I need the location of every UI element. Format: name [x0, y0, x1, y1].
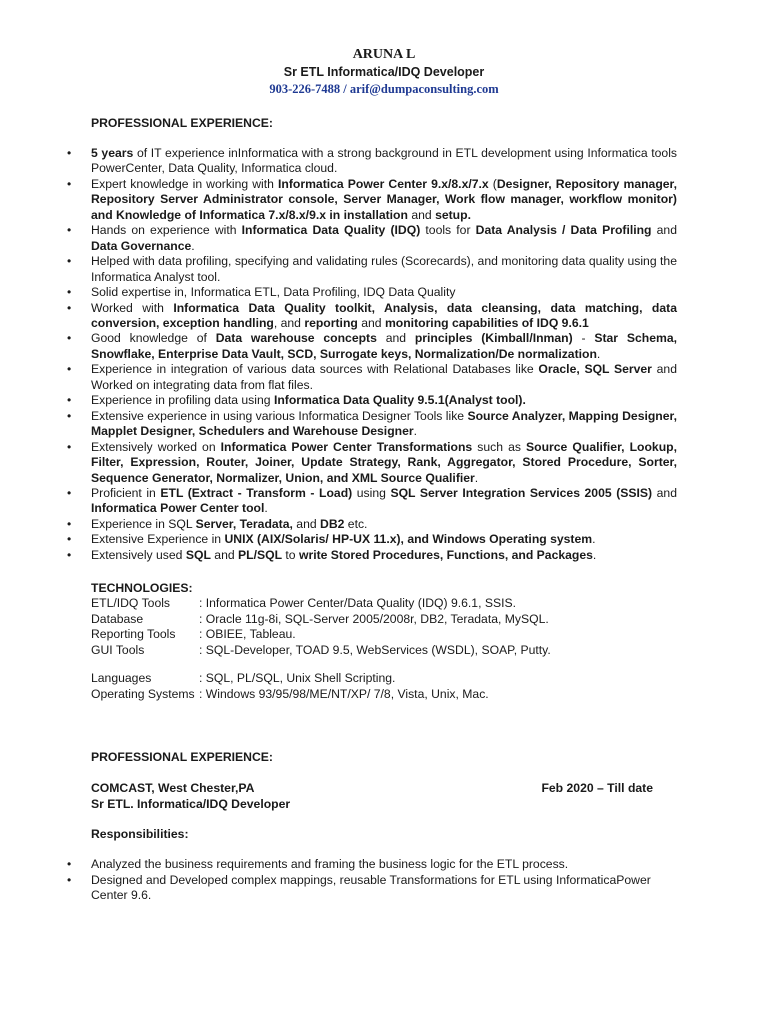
technology-label: ETL/IDQ Tools — [91, 596, 171, 610]
bullet-text: . — [191, 238, 195, 253]
bullet-bold-text: ETL (Extract - Transform - Load) — [160, 485, 353, 500]
bullet-bold-text: Data warehouse concepts — [215, 331, 377, 346]
bullet-text: and — [651, 223, 677, 238]
bullet-bold-text: Informatica Power Center tool — [91, 501, 265, 516]
bullet-text: to — [282, 547, 299, 562]
candidate-contact: 903-226-7488 / arif@dumpaconsulting.com — [269, 82, 499, 96]
bullet-text: and Worked on integrating data from flat files. — [91, 362, 677, 392]
bullet-bold-text: Star Schema, Snowflake, Enterprise Data Vault, SCD, Surrogate keys, Normalization/De normalization — [91, 331, 677, 361]
bullet-bold-text: Informatica Power Center Transformations — [220, 439, 473, 454]
responsibility-item: • Designed and Developed complex mappings, reusable Transformations for ETL using InformaticaPower Center 9.6. — [91, 873, 681, 904]
summary-bullet — [91, 393, 677, 408]
technology-value: : SQL-Developer, TOAD 9.5, WebServices (WSDL), SOAP, Putty. — [199, 642, 551, 657]
summary-bullet — [91, 254, 677, 285]
bullet-bold-text: Data Analysis / Data Profiling — [475, 223, 652, 238]
technology-value: : Informatica Power Center/Data Quality (IDQ) 9.6.1, SSIS. — [199, 596, 516, 610]
bullet-text: and — [652, 485, 677, 500]
summary-bullet — [91, 532, 677, 547]
bullet-text: Good knowledge of — [91, 331, 216, 346]
bullet-text: Experience in integration of various data sources with Relational Databases like — [91, 362, 539, 377]
bullet-text: Expert knowledge in working with — [91, 176, 278, 191]
technology-row — [91, 627, 691, 643]
summary-bullet — [91, 409, 677, 440]
summary-bullet — [91, 440, 677, 486]
summary-bullet — [91, 146, 677, 177]
technology-row — [91, 671, 691, 687]
bullet-bold-text: setup. — [435, 207, 471, 222]
bullet-bold-text: Source Qualifier, Lookup, Filter, Expression, Router, Joiner, Update Strategy, Rank, Aggregator, Stored Procedure, Sorter, Sequence Generator, Normalizer, Union, and XML Source Qualifier — [91, 439, 677, 485]
bullet-text: Experience in SQL — [91, 516, 196, 531]
candidate-title: Sr ETL Informatica/IDQ Developer — [283, 65, 485, 79]
bullet-bold-text: Source Analyzer, Mapping Designer, Mapplet Designer, Schedulers and Warehouse Designer — [91, 408, 677, 439]
job-role: Sr ETL. Informatica/IDQ Developer — [91, 797, 291, 811]
technology-value: : Windows 93/95/98/ME/NT/XP/ 7/8, Vista, Unix, Mac. — [199, 686, 489, 701]
bullet-bold-text: SQL — [185, 547, 211, 562]
bullet-text: . — [264, 501, 268, 516]
bullet-text: and — [292, 516, 321, 531]
summary-bullet — [91, 285, 677, 300]
bullet-bold-text: Informatica Data Quality (IDQ) — [241, 223, 421, 238]
technologies-heading: TECHNOLOGIES: — [91, 581, 193, 595]
job-employer: COMCAST, West Chester,PA — [91, 781, 255, 795]
bullet-text: . — [474, 470, 479, 485]
bullet-bold-text: Oracle, SQL Server — [538, 362, 652, 377]
job-role-line — [91, 796, 653, 812]
technology-row — [91, 596, 691, 612]
bullet-text: . — [592, 547, 597, 562]
technology-row — [91, 643, 691, 659]
responsibility-item: • Analyzed the business requirements and framing the business logic for the ETL process. — [91, 857, 681, 873]
bullet-text: and — [210, 547, 239, 562]
technology-label: GUI Tools — [91, 642, 145, 657]
summary-bullet — [91, 517, 677, 532]
bullet-bold-text: reporting — [304, 315, 358, 330]
bullet-bold-text: DB2 — [320, 516, 345, 531]
technology-row — [91, 687, 691, 703]
summary-bullet — [91, 486, 677, 517]
bullet-bold-text: Data Governance — [91, 238, 192, 253]
summary-bullet — [91, 362, 677, 393]
bullet-text: tools for — [420, 223, 476, 238]
bullet-text: . — [413, 424, 417, 439]
technology-label: Languages — [91, 671, 152, 685]
bullet-text: , and — [273, 315, 305, 330]
bullet-text: Experience in profiling data using — [91, 393, 274, 408]
summary-bullet — [91, 177, 677, 223]
candidate-name: ARUNA L — [352, 47, 416, 62]
job-dates: Feb 2020 – Till date — [541, 781, 653, 795]
bullet-text: using — [352, 485, 391, 500]
experience-heading: PROFESSIONAL EXPERIENCE: — [91, 750, 273, 764]
summary-bullet — [91, 331, 677, 362]
bullet-text: and — [407, 207, 436, 222]
bullet-text: Extensive Experience in — [91, 532, 225, 547]
bullet-text: Solid expertise in, Informatica ETL, Data Profiling, IDQ Data Quality — [91, 285, 456, 300]
bullet-text: Extensively worked on — [91, 439, 221, 454]
bullet-text: . — [592, 532, 596, 547]
technology-label: Database — [91, 611, 144, 626]
bullet-bold-text: principles (Kimball/Inman) — [414, 331, 573, 346]
resume-header — [0, 46, 768, 97]
bullet-text: and — [357, 315, 385, 330]
bullet-text: and — [376, 331, 415, 346]
responsibilities-heading: Responsibilities: — [91, 827, 189, 841]
technology-value: : SQL, PL/SQL, Unix Shell Scripting. — [199, 671, 396, 685]
bullet-bold-text: UNIX (AIX/Solaris/ HP-UX 11.x), and Windows Operating system — [224, 532, 593, 547]
bullet-bold-text: Server, Teradata, — [195, 516, 293, 531]
technology-label: Operating Systems — [91, 686, 195, 701]
bullet-bold-text: Informatica Power Center 9.x/8.x/7.x — [278, 176, 489, 191]
bullet-text: ( — [488, 176, 497, 191]
technologies-table-extra — [91, 671, 691, 702]
job-employer-line — [91, 780, 653, 796]
summary-heading: PROFESSIONAL EXPERIENCE: — [91, 116, 273, 130]
bullet-bold-text: 5 years — [91, 146, 134, 160]
technologies-table — [91, 596, 691, 658]
bullet-text: . — [596, 346, 601, 361]
summary-bullet-list — [91, 146, 677, 563]
summary-bullet — [91, 548, 677, 563]
bullet-bold-text: PL/SQL — [238, 547, 283, 562]
bullet-text: Extensive experience in using various Informatica Designer Tools like — [91, 408, 468, 423]
bullet-text: Helped with data profiling, specifying and validating rules (Scorecards), and monitoring data quality using the Informatica Analyst tool. — [91, 254, 677, 284]
bullet-bold-text: Informatica Data Quality 9.5.1(Analyst tool). — [273, 393, 526, 408]
bullet-bold-text: write Stored Procedures, Functions, and Packages — [298, 547, 593, 562]
bullet-text: - — [572, 331, 595, 346]
bullet-text: Proficient in — [91, 485, 161, 500]
bullet-text: such as — [472, 439, 527, 454]
bullet-bold-text: Informatica Data Quality toolkit, Analysis, data cleansing, data matching, data conversion, exception handling — [91, 300, 677, 330]
summary-bullet — [91, 223, 677, 254]
technology-value: : Oracle 11g-8i, SQL-Server 2005/2008r, DB2, Teradata, MySQL. — [199, 611, 549, 626]
bullet-text: Worked with — [91, 300, 174, 315]
bullet-bold-text: monitoring capabilities of IDQ 9.6.1 — [384, 315, 589, 330]
technology-value: : OBIEE, Tableau. — [199, 627, 296, 641]
bullet-text: Hands on experience with — [91, 223, 242, 238]
technology-label: Reporting Tools — [91, 627, 176, 641]
bullet-text: etc. — [344, 516, 368, 531]
technology-row — [91, 612, 691, 628]
bullet-text: Extensively used — [91, 547, 186, 562]
bullet-bold-text: Designer, Repository manager, Repository Server Administrator console, Server Manager, Work flow manager, workflow monitor) and Knowledge of Informatica 7.x/8.x/9.x in installation — [91, 176, 678, 222]
summary-bullet — [91, 301, 677, 332]
responsibilities-list — [91, 857, 681, 904]
bullet-text: of IT experience inInformatica with a strong background in ETL development using Informatica tools PowerCenter, Data Quality, Informatica cloud. — [91, 146, 677, 176]
bullet-bold-text: SQL Server Integration Services 2005 (SSIS) — [390, 485, 653, 500]
